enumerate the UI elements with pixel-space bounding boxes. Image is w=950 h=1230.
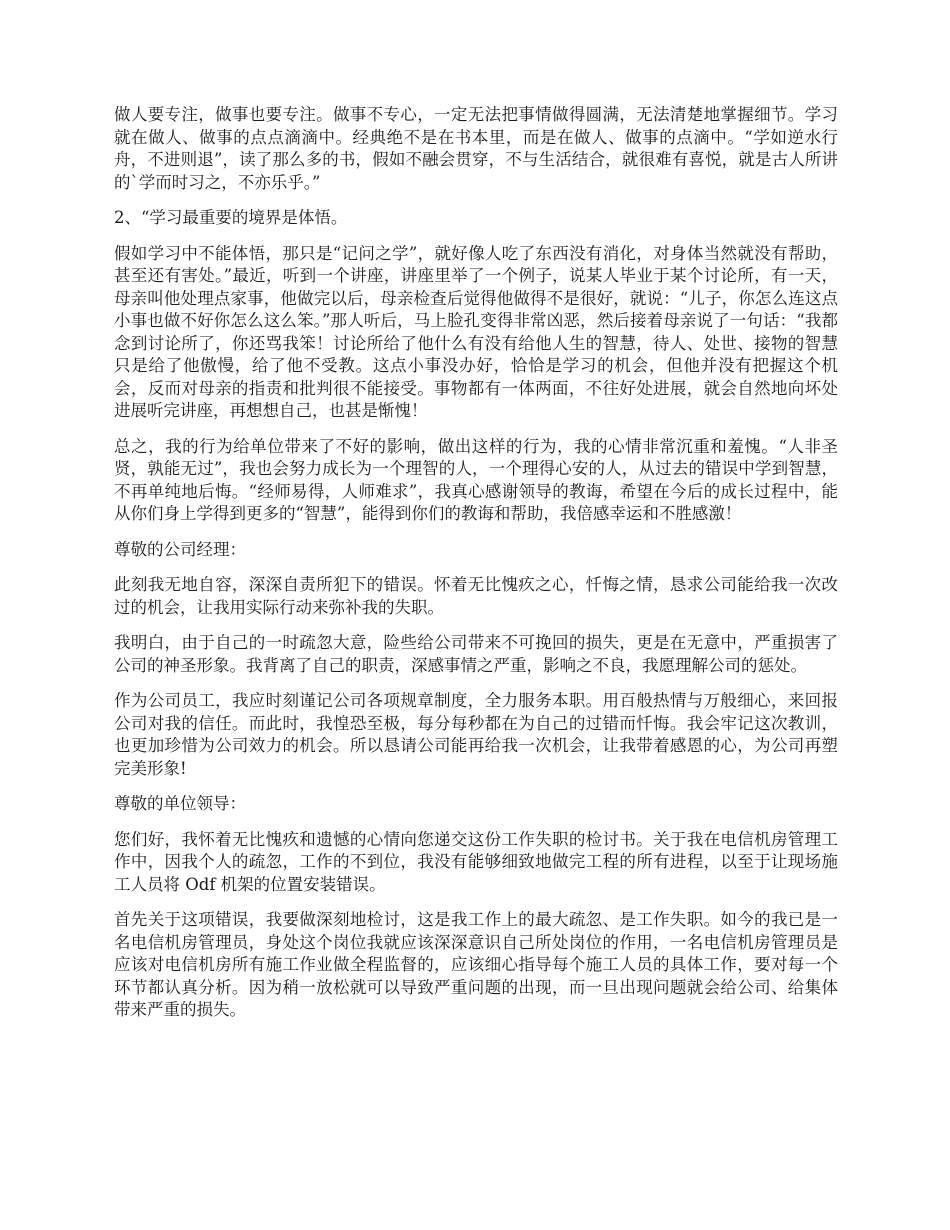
paragraph-insight-story: 假如学习中不能体悟，那只是“记问之学”，就好像人吃了东西没有消化，对身体当然就没有帮助，甚至还有害处。”最近，听到一个讲座，讲座里举了一个例子，说某人毕业于某个讨论所，有一天，母亲叫他处理点家事，他做完以后，母亲检查后觉得他做得不是很好，就说：“儿子，你怎么连这点小事也做不好你怎么这么笨。”那人听后，马上脸孔变得非常凶恶，然后接着母亲说了一句话：“我都念到讨论所了，你还骂我笨！讨论所给了他什么有没有给他人生的智慧，待人、处世、接物的智慧只是给了他傲慢，给了他不受教。这点小事没办好，恰恰是学习的机会，但他并没有把握这个机会，反而对母亲的指责和批判很不能接受。事物都有一体两面，不往好处进展，就会自然地向坏处进展听完讲座，再想想自己，也甚是惭愧！ <box>114 243 838 420</box>
document-body <box>114 104 838 1035</box>
salutation-unit-leader: 尊敬的单位领导： <box>114 794 246 813</box>
paragraph-self-review: 首先关于这项错误，我要做深刻地检讨，这是我工作上的最大疏忽、是工作失职。如今的我已是一名电信机房管理员，身处这个岗位我就应该深深意识自己所处岗位的作用，一名电信机房管理员是应该对电信机房所有施工作业做全程监督的，应该细心指导每个施工人员的具体工作，要对每一个环节都认真分析。因为稍一放松就可以导致严重问题的出现，而一旦出现问题就会给公司、给集体带来严重的损失。 <box>114 910 838 1019</box>
paragraph-understanding: 我明白，由于自己的一时疏忽大意，险些给公司带来不可挽回的损失，更是在无意中，严重损害了公司的神圣形象。我背离了自己的职责，深感事情之严重，影响之不良，我愿理解公司的惩处。 <box>114 633 838 675</box>
paragraph-apology: 此刻我无地自容，深深自责所犯下的错误。怀着无比愧疚之心，忏悔之情，恳求公司能给我一次改过的机会，让我用实际行动来弥补我的失职。 <box>114 575 838 617</box>
paragraph-focus: 做人要专注，做事也要专注。做事不专心，一定无法把事情做得圆满，无法清楚地掌握细节。学习就在做人、做事的点点滴滴中。经典绝不是在书本里，而是在做人、做事的点滴中。“学如逆水行舟，不进则退”，读了那么多的书，假如不融会贯穿，不与生活结合，就很难有喜悦，就是古人所讲的`学而时习之，不亦乐乎。” <box>114 105 838 192</box>
paragraph-heading-insight: 2、“学习最重要的境界是体悟。 <box>114 208 348 227</box>
paragraph-introduction: 您们好，我怀着无比愧疚和遗憾的心情向您递交这份工作失职的检讨书。关于我在电信机房管理工作中，因我个人的疏忽，工作的不到位，我没有能够细致地做完工程的所有进程，以至于让现场施工人员将 Odf 机架的位置安装错误。 <box>114 829 838 894</box>
paragraph-commitment: 作为公司员工，我应时刻谨记公司各项规章制度，全力服务本职。用百般热情与万般细心，来回报公司对我的信任。而此时，我惶恐至极，每分每秒都在为自己的过错而忏悔。我会牢记这次教训，也更加珍惜为公司效力的机会。所以恳请公司能再给我一次机会，让我带着感恩的心，为公司再塑完美形象! <box>114 691 838 778</box>
paragraph-conclusion: 总之，我的行为给单位带来了不好的影响，做出这样的行为，我的心情非常沉重和羞愧。“人非圣贤，孰能无过”，我也会努力成长为一个理智的人，一个理得心安的人，从过去的错误中学到智慧，不再单纯地后悔。“经师易得，人师难求”，我真心感谢领导的教诲，希望在今后的成长过程中，能从你们身上学得到更多的“智慧”，能得到你们的教诲和帮助，我倍感幸运和不胜感激！ <box>114 436 838 523</box>
salutation-company-manager: 尊敬的公司经理： <box>114 539 246 559</box>
